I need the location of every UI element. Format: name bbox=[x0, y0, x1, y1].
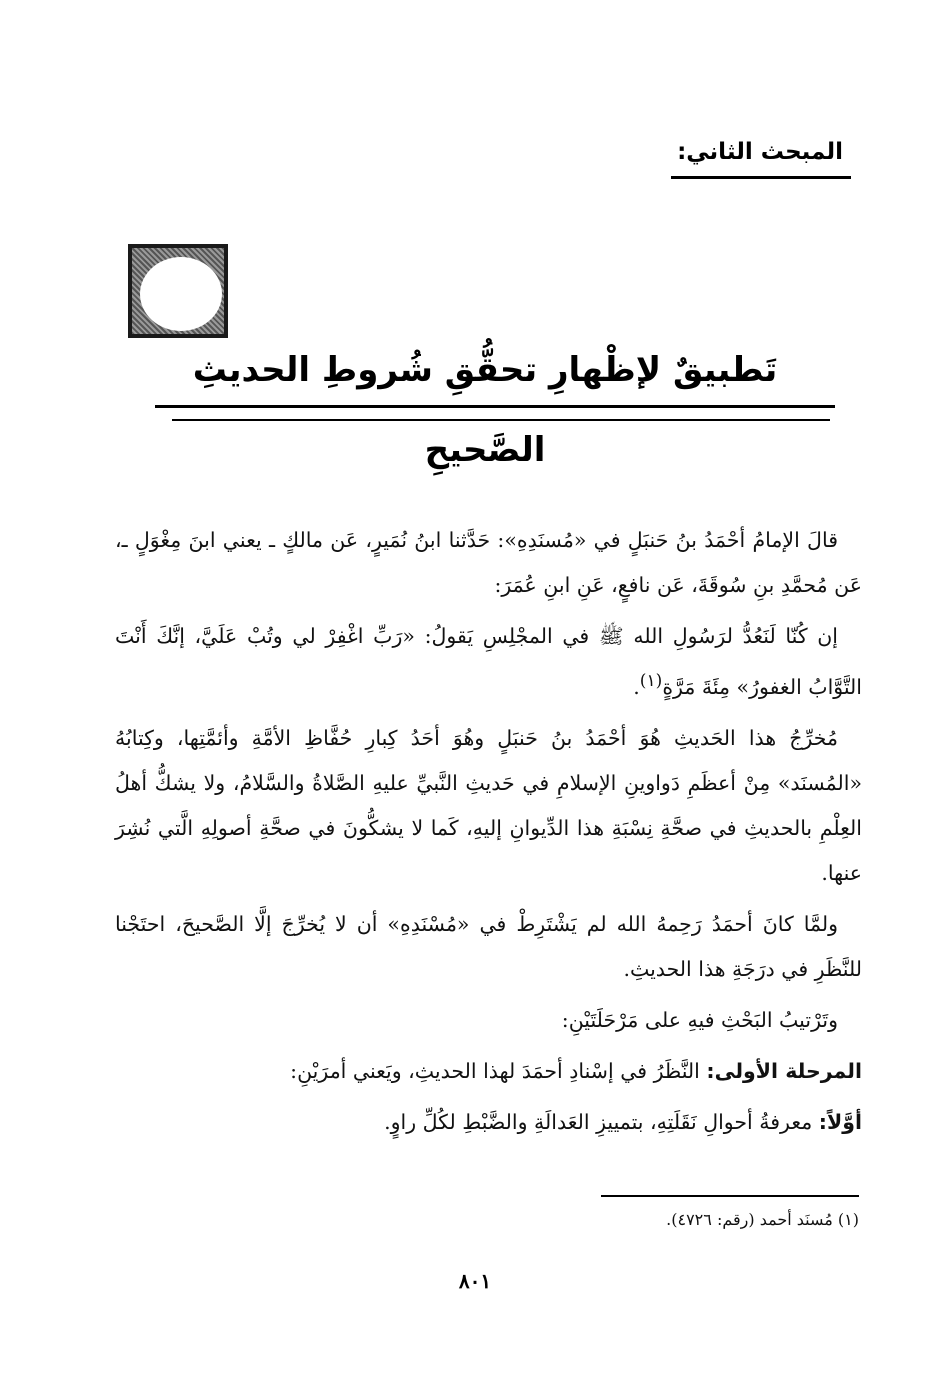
stage1-text: النَّظَرُ في إسْنادِ أحمَدَ لهذا الحديثِ، ويَعني أمرَيْنِ: bbox=[290, 1058, 700, 1083]
paragraph-hadith bbox=[115, 614, 862, 710]
chapter-title: تَطبيقٌ لإظْهارِ تحقُّقِ شُروطِ الحديثِ الصَّحيحِ bbox=[192, 350, 778, 470]
ornament-frame bbox=[128, 244, 228, 338]
hadith-text: إن كُنّا لَنَعُدُّ لرَسُولِ الله ﷺ في المجْلِسِ يَقولُ: «رَبِّ اغْفِرْ لي وتُبْ عَلَيَّ، إنَّكَ أَنْتَ التَّوَّابُ الغفورُ» مِئَةَ مَرَّةٍ bbox=[115, 624, 862, 699]
paragraph-isnad: قالَ الإمامُ أحْمَدُ بنُ حَنبَلٍ في «مُسنَدِهِ»: حَدَّثنا ابنُ نُمَيرٍ، عَن مالكٍ ـ يعني ابنَ مِغْوَلٍ ـ، عَن مُحمَّدِ بنِ سُوقَةَ، عَن نافعٍ، عَنِ ابنِ عُمَرَ: bbox=[115, 528, 862, 597]
paragraph-plan: وتَرْتيبُ البَحْثِ فيهِ على مَرْحَلَتَيْنِ: bbox=[561, 1007, 838, 1032]
paragraph-stage1 bbox=[115, 1049, 862, 1094]
first-lead: أوَّلاً: bbox=[818, 1109, 862, 1134]
section-label: المبحث الثاني: bbox=[677, 139, 843, 165]
footnote-separator bbox=[601, 1195, 859, 1197]
ornament-pattern bbox=[132, 248, 224, 334]
footnote-ref: (١) bbox=[639, 671, 663, 691]
paragraph-condition: ولمَّا كانَ أحمَدُ رَحِمهُ الله لم يَشْتَرِطْ في «مُسْنَدِهِ» أن لا يُخرِّجَ إلَّا الصَّحيحَ، احتَجْنا للنَّظَرِ في درَجَةِ هذا الحديثِ. bbox=[115, 911, 862, 981]
footnote: (١) مُسنَد أحمد (رقم: ٤٧٢٦). bbox=[666, 1210, 859, 1229]
stage1-lead: المرحلة الأولى: bbox=[706, 1058, 862, 1083]
paragraph-first bbox=[115, 1100, 862, 1145]
page-number: ٨٠١ bbox=[458, 1269, 492, 1293]
ornament-circle bbox=[140, 257, 222, 331]
hadith-end: . bbox=[633, 674, 640, 699]
section-underline bbox=[671, 176, 851, 179]
first-text: معرفةُ أحوالِ نَقَلَتِهِ، بتمييزِ العَدالَةِ والضَّبْطِ لكُلِّ راوٍ. bbox=[384, 1109, 813, 1134]
title-rule-thick bbox=[155, 405, 835, 408]
body-text bbox=[115, 518, 862, 1151]
title-rule-thin bbox=[172, 419, 830, 421]
paragraph-source: مُخرِّجُ هذا الحَديثِ هُوَ أحْمَدُ بنُ حَنبَلٍ وهُوَ أحَدُ كِبارِ حُفَّاظِ الأمَّةِ وأئمَّتِها، وكِتابُهُ «المُسنَد» مِنْ أعظَمِ دَواوينِ الإسلامِ في حَديثِ النَّبيِّ عليهِ الصَّلاةُ والسَّلامُ، ولا يشكُّ أهلُ العِلْمِ بالحديثِ في صحَّةِ نِسْبَةِ هذا الدِّيوانِ إليهِ، كَما لا يشكُّونَ في صحَّةِ أصولِهِ الَّتي نُشِرَ عنها. bbox=[115, 725, 862, 885]
